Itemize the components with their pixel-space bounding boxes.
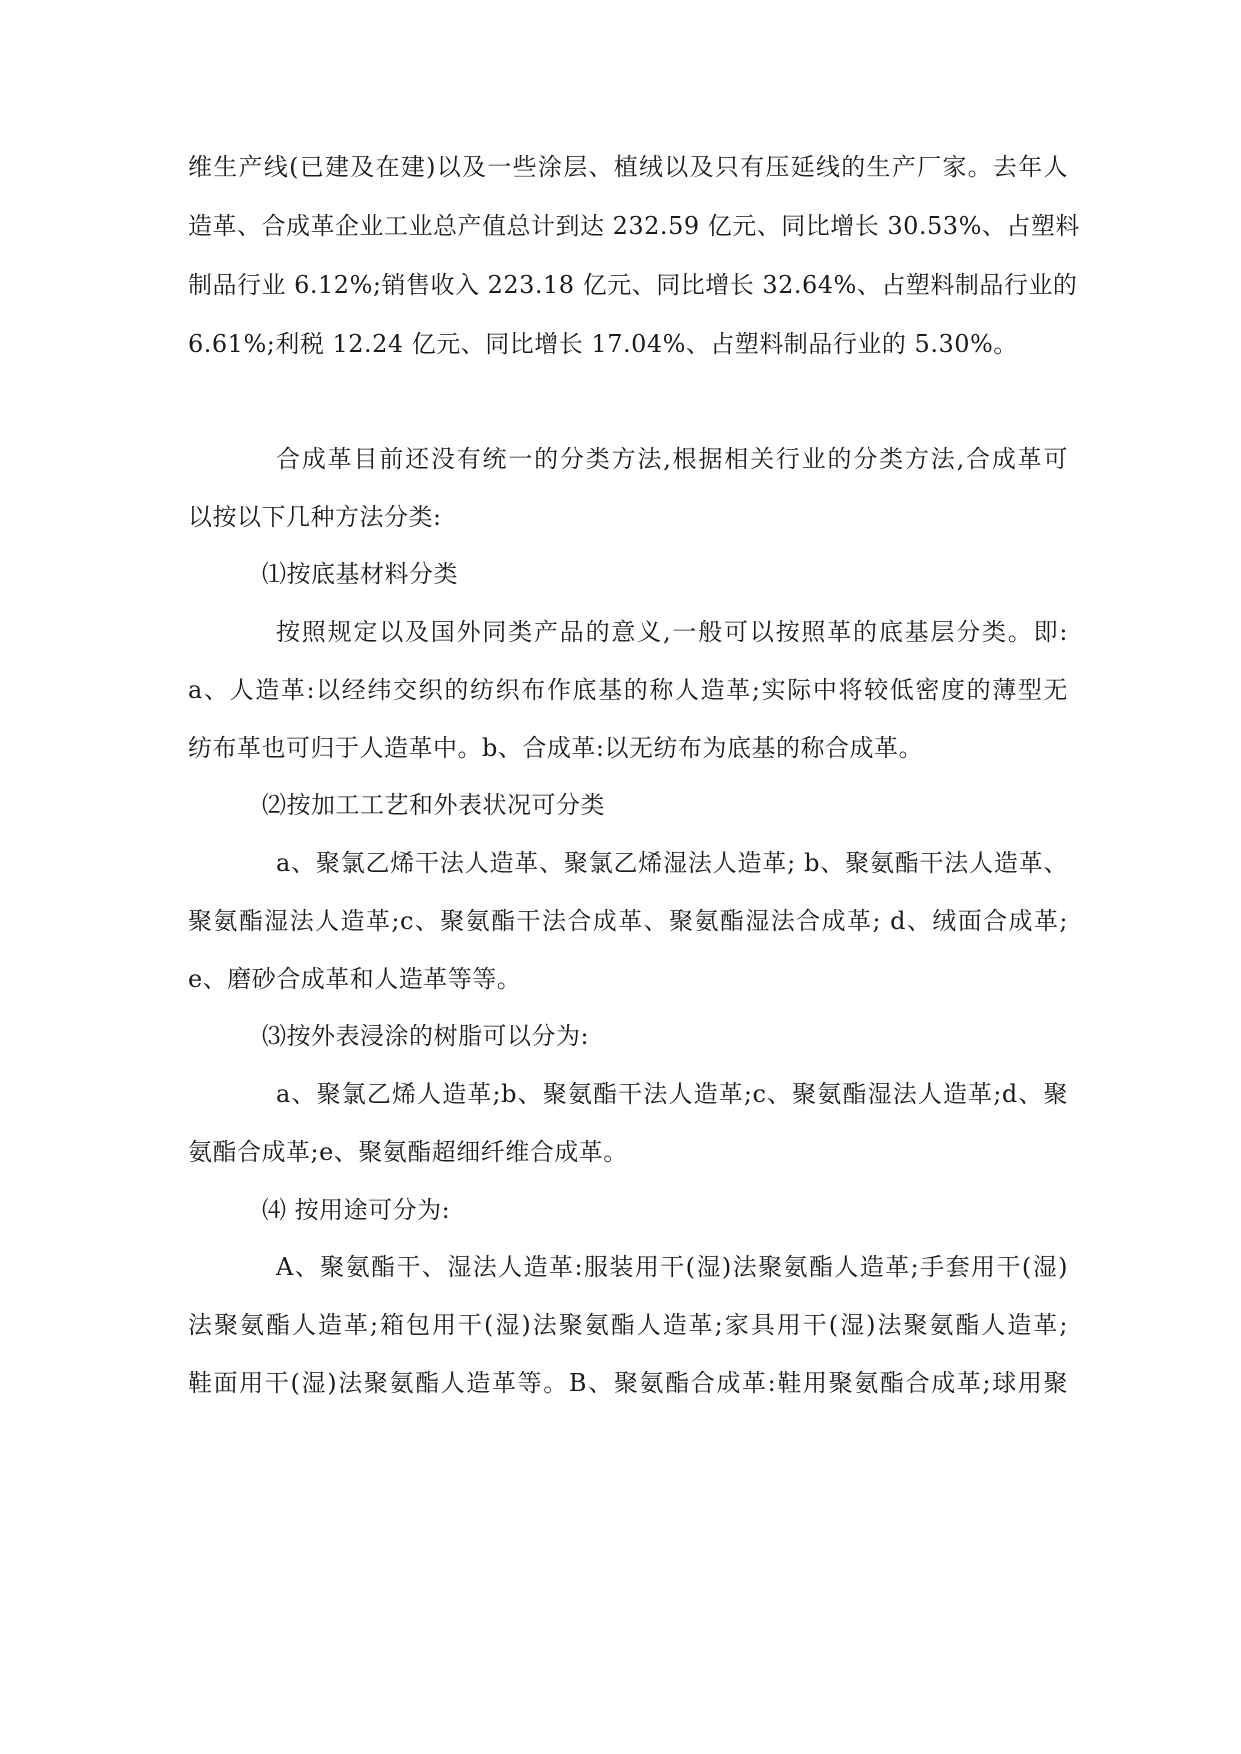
paragraph-line: 6.61%;利税 12.24 亿元、同比增长 17.04%、占塑料制品行业的 5.30%。 xyxy=(188,330,1018,358)
paragraph-line: a、聚氯乙烯人造革;b、聚氨酯干法人造革;c、聚氨酯湿法人造革;d、聚 xyxy=(276,1080,1068,1108)
paragraph-line: a、人造革:以经纬交织的纺织布作底基的称人造革;实际中将较低密度的薄型无 xyxy=(188,676,1068,704)
paragraph-line: e、磨砂合成革和人造革等等。 xyxy=(188,965,522,993)
paragraph-line: 鞋面用干(湿)法聚氨酯人造革等。B、聚氨酯合成革:鞋用聚氨酯合成革;球用聚 xyxy=(188,1369,1068,1397)
section-heading: ⑴按底基材料分类 xyxy=(262,560,458,588)
section-heading: ⑶按外表浸涂的树脂可以分为: xyxy=(262,1022,590,1050)
paragraph-line: 制品行业 6.12%;销售收入 223.18 亿元、同比增长 32.64%、占塑料制品行业的 xyxy=(188,271,1078,299)
paragraph-line: 氨酯合成革;e、聚氨酯超细纤维合成革。 xyxy=(188,1138,628,1166)
paragraph-line: 按照规定以及国外同类产品的意义,一般可以按照革的底基层分类。即: xyxy=(276,618,1068,646)
paragraph-line: 纺布革也可归于人造革中。b、合成革:以无纺布为底基的称合成革。 xyxy=(188,734,923,762)
paragraph-line: 合成革目前还没有统一的分类方法,根据相关行业的分类方法,合成革可 xyxy=(276,445,1068,473)
section-heading: ⑵按加工工艺和外表状况可分类 xyxy=(262,791,605,819)
paragraph-line: a、聚氯乙烯干法人造革、聚氯乙烯湿法人造革; b、聚氨酯干法人造革、 xyxy=(276,849,1068,877)
paragraph-line: 以按以下几种方法分类: xyxy=(188,503,442,531)
paragraph-line: A、聚氨酯干、湿法人造革:服装用干(湿)法聚氨酯人造革;手套用干(湿) xyxy=(276,1253,1068,1281)
paragraph-line: 法聚氨酯人造革;箱包用干(湿)法聚氨酯人造革;家具用干(湿)法聚氨酯人造革; xyxy=(188,1311,1068,1339)
paragraph-line: 聚氨酯湿法人造革;c、聚氨酯干法合成革、聚氨酯湿法合成革; d、绒面合成革; xyxy=(188,907,1068,935)
paragraph-line: 造革、合成革企业工业总产值总计到达 232.59 亿元、同比增长 30.53%、占塑料 xyxy=(188,212,1080,240)
paragraph-line: 维生产线(已建及在建)以及一些涂层、植绒以及只有压延线的生产厂家。去年人 xyxy=(188,153,1068,181)
section-heading: ⑷ 按用途可分为: xyxy=(262,1196,451,1224)
